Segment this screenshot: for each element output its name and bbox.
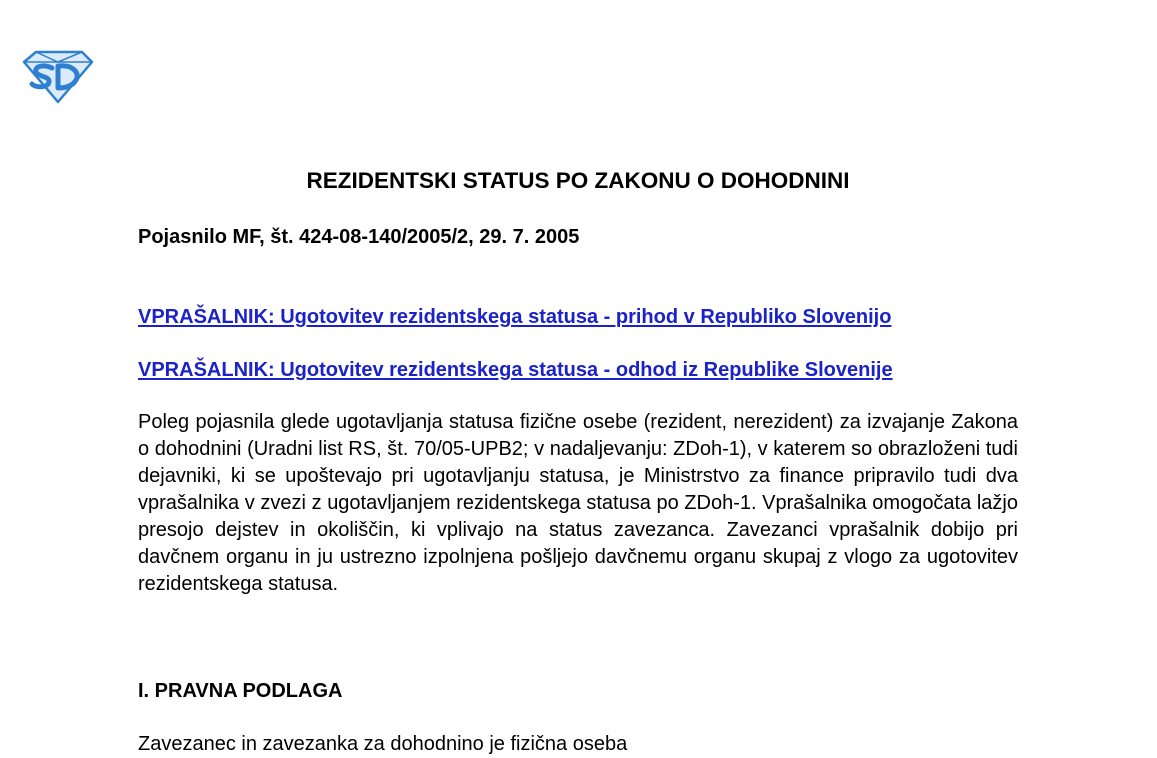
questionnaire-arrival-link[interactable]: VPRAŠALNIK: Ugotovitev rezidentskega statusa - prihod v Republiko Slovenijo bbox=[138, 306, 892, 328]
document-title: REZIDENTSKI STATUS PO ZAKONU O DOHODNINI bbox=[306, 168, 850, 193]
intro-paragraph: Poleg pojasnila glede ugotavljanja statusa fizične osebe (rezident, nerezident) za izvajanje Zakona o dohodnini (Uradni list RS, št. 70/05-UPB2; v nadaljevanju: ZDoh-1), v katerem so obrazloženi tudi dejavniki, ki se upoštevajo pri ugotavljanju statusa, je Ministrstvo za finance pripravilo tudi dva vprašalnika v zvezi z ugotavljanjem rezidentskega statusa po ZDoh-1. Vprašalnika omogočata lažjo presojo dejstev in okoliščin, ki vplivajo na status zavezanca. Zavezanci vprašalnik dobijo pri davčnem organu in ju ustrezno izpolnjena pošljejo davčnemu organu skupaj z vlogo za ugotovitev rezidentskega statusa. bbox=[138, 411, 1018, 595]
section-heading: I. PRAVNA PODLAGA bbox=[138, 680, 343, 702]
document-subtitle: Pojasnilo MF, št. 424-08-140/2005/2, 29. 7. 2005 bbox=[138, 226, 580, 248]
questionnaire-departure-link[interactable]: VPRAŠALNIK: Ugotovitev rezidentskega statusa - odhod iz Republike Slovenije bbox=[138, 359, 893, 381]
sd-diamond-logo-icon bbox=[22, 48, 94, 104]
body-text-line: Zavezanec in zavezanka za dohodnino je fizična oseba bbox=[138, 733, 628, 755]
